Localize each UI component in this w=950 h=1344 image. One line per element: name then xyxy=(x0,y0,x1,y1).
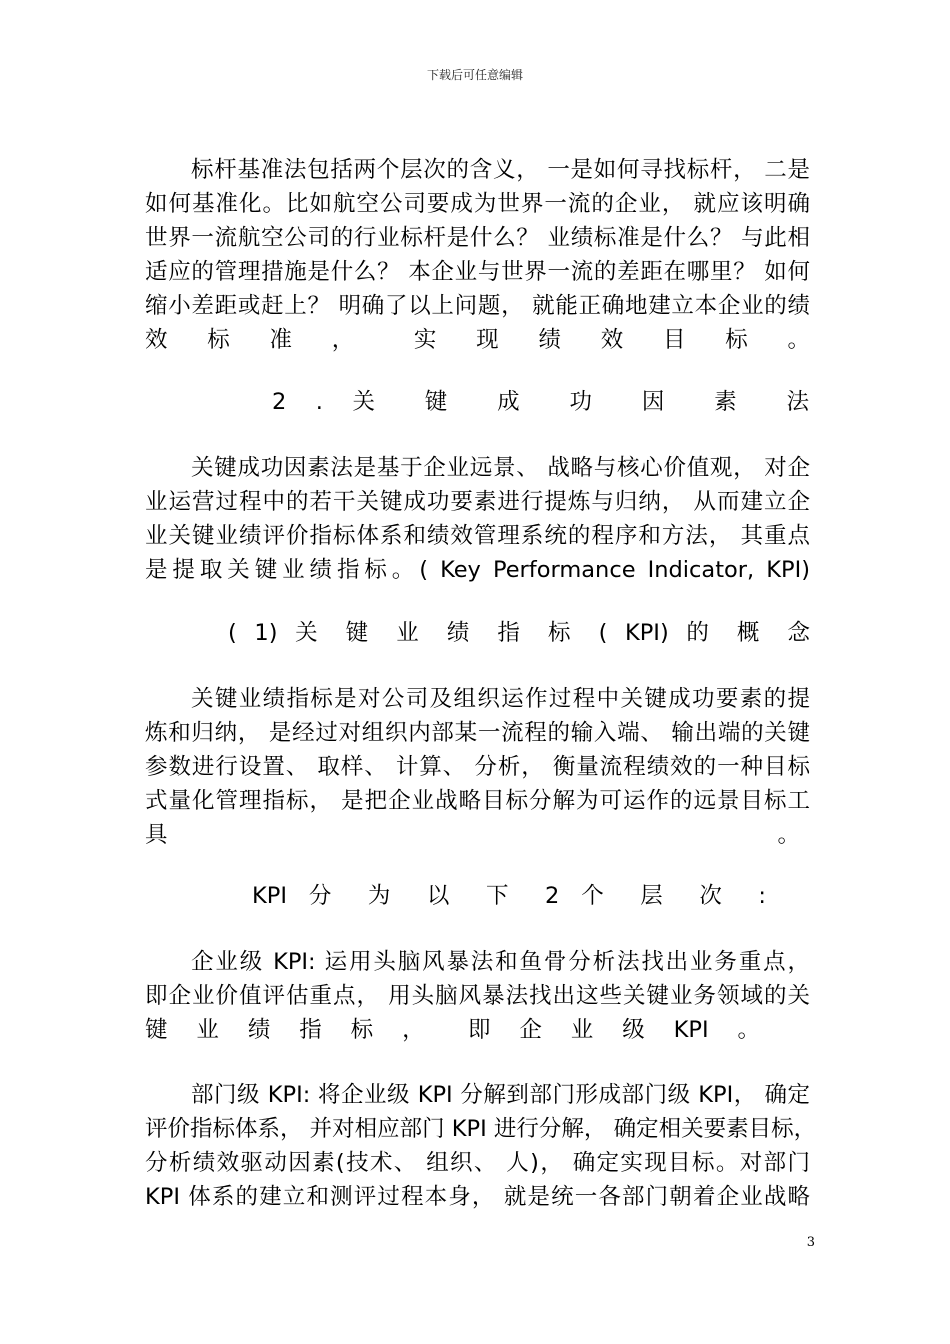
kpi-levels-heading xyxy=(252,879,766,913)
text-line: 即企业价值评估重点， 用头脑风暴法找出这些关键业务领域的关 xyxy=(145,983,810,1009)
text-line: 关键成功因素法是基于企业远景、 战略与核心价值观， 对企 xyxy=(191,455,810,481)
paragraph-benchmarking xyxy=(145,153,810,357)
subsection-heading xyxy=(228,616,810,650)
section-heading xyxy=(272,385,810,419)
text-line: 分析绩效驱动因素(技术、 组织、 人)， 确定实现目标。对部门 xyxy=(145,1150,810,1176)
text-line: 业运营过程中的若干关键成功要素进行提炼与归纳， 从而建立企 xyxy=(145,489,810,515)
text-line: 效 标 准 ， 实 现 绩 效 目 标 。 xyxy=(145,327,810,353)
page-number: 3 xyxy=(806,1235,815,1250)
text-line: 缩小差距或赶上？ 明确了以上问题， 就能正确地建立本企业的绩 xyxy=(145,293,810,319)
heading-kpi-levels: KPI 分 为 以 下 2 个 层 次 : xyxy=(252,883,766,909)
text-line: 参数进行设置、 取样、 计算、 分析， 衡量流程绩效的一种目标 xyxy=(145,754,810,780)
paragraph-enterprise-kpi xyxy=(145,945,810,1047)
text-line: 世界一流航空公司的行业标杆是什么？ 业绩标准是什么？ 与此相 xyxy=(145,225,810,251)
text-line: KPI 体系的建立和测评过程本身， 就是统一各部门朝着企业战略 xyxy=(145,1184,810,1210)
text-line: 评价指标体系， 并对相应部门 KPI 进行分解， 确定相关要素目标， xyxy=(145,1116,817,1142)
paragraph-kpi-concept xyxy=(145,682,810,852)
text-line: 如何基准化。比如航空公司要成为世界一流的企业， 就应该明确 xyxy=(145,191,810,217)
text-line: 部门级 KPI: 将企业级 KPI 分解到部门形成部门级 KPI， 确定 xyxy=(191,1082,810,1108)
text-line: 炼和归纳， 是经过对组织内部某一流程的输入端、 输出端的关键 xyxy=(145,720,810,746)
text-line: 式量化管理指标， 是把企业战略目标分解为可运作的远景目标工 xyxy=(145,788,810,814)
heading-ksf: 2 . 关 键 成 功 因 素 法 xyxy=(272,389,810,415)
text-line: 适应的管理措施是什么？ 本企业与世界一流的差距在哪里？ 如何 xyxy=(145,259,810,285)
text-line: 关键业绩指标是对公司及组织运作过程中关键成功要素的提 xyxy=(191,686,810,712)
text-fragment: 具 xyxy=(145,822,168,848)
text-line: 业关键业绩评价指标体系和绩效管理系统的程序和方法， 其重点 xyxy=(145,523,810,549)
page-header: 下载后可任意编辑 xyxy=(426,68,523,82)
text-line: 企业级 KPI: 运用头脑风暴法和鱼骨分析法找出业务重点， xyxy=(191,949,810,975)
heading-kpi-concept: ( 1) 关 键 业 绩 指 标 ( KPI) 的 概 念 xyxy=(228,620,810,646)
text-line xyxy=(145,818,810,852)
paragraph-department-kpi xyxy=(145,1078,817,1214)
paragraph-ksf xyxy=(145,451,810,587)
text-line: 标杆基准法包括两个层次的含义， 一是如何寻找标杆， 二是 xyxy=(191,157,810,183)
text-fragment: 。 xyxy=(777,822,800,848)
text-line: 键 业 绩 指 标 ， 即 企 业 级 KPI 。 xyxy=(145,1017,760,1043)
text-line: 是提取关键业绩指标。( Key Performance Indicator, KPI) xyxy=(145,557,810,583)
